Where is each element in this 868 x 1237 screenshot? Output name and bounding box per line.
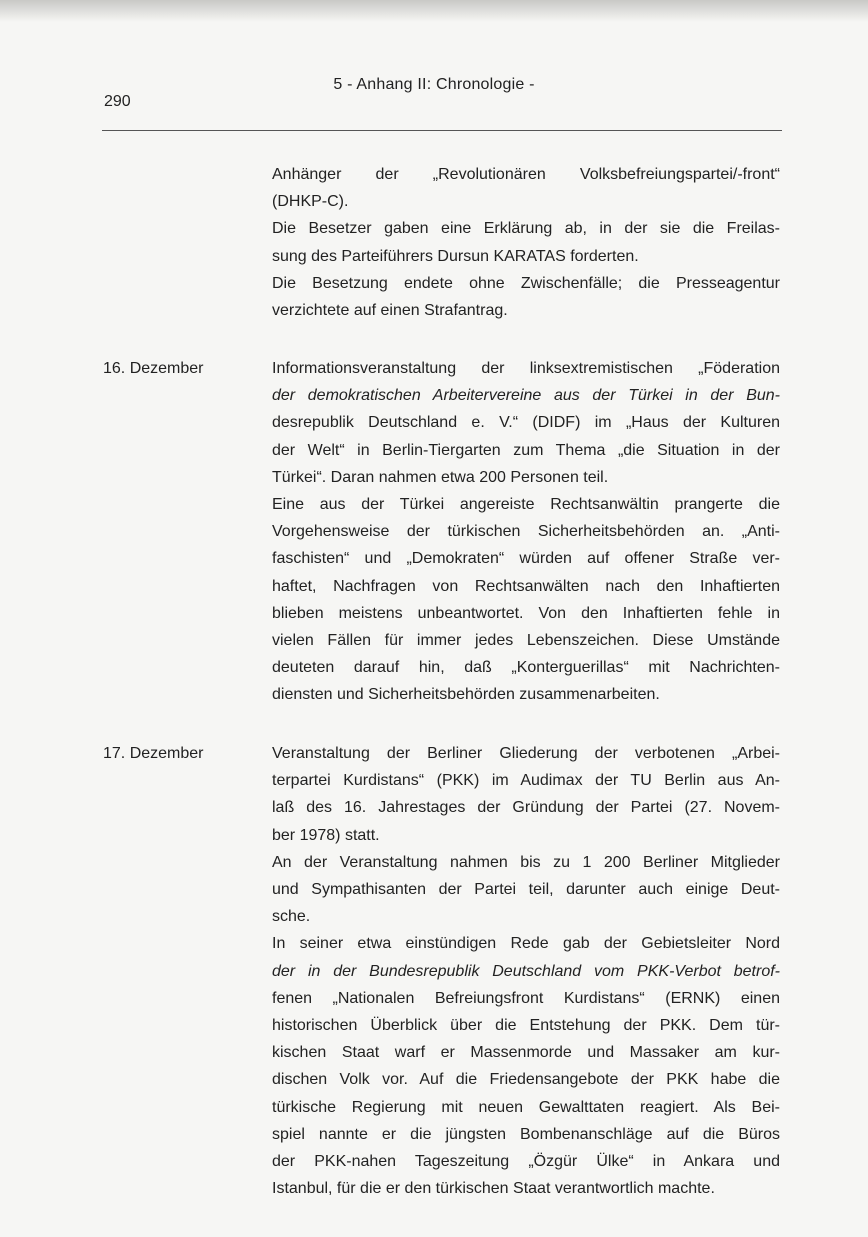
entry-text	[272, 355, 780, 709]
text-line: sung des Parteiführers Dursun KARATAS forderten.	[272, 247, 639, 265]
text-line: fenen „Nationalen Befreiungsfront Kurdistans“ (ERNK) einen	[272, 989, 780, 1007]
text-line: verzichtete auf einen Strafantrag.	[272, 302, 508, 320]
text-line: spiel nannte er die jüngsten Bombenanschläge auf die Büros	[272, 1125, 780, 1143]
running-header: 5 - Anhang II: Chronologie -	[333, 76, 535, 93]
header-rule	[102, 130, 782, 131]
text-line: laß des 16. Jahrestages der Gründung der Partei (27. Novem-	[272, 799, 780, 817]
text-line: türkische Regierung mit neuen Gewalttaten reagiert. Als Bei-	[272, 1098, 780, 1116]
text-line: vielen Fällen für immer jedes Lebenszeichen. Diese Umstände	[272, 632, 780, 650]
text-line: der Welt“ in Berlin-Tiergarten zum Thema „die Situation in der	[272, 441, 780, 459]
text-line: ber 1978) statt.	[272, 826, 380, 844]
text-line: (DHKP-C).	[272, 193, 349, 211]
text-line: der PKK-nahen Tageszeitung „Özgür Ülke“ in Ankara und	[272, 1153, 780, 1171]
text-line: der demokratischen Arbeitervereine aus der Türkei in der Bun-	[272, 387, 780, 405]
text-line: Die Besetzer gaben eine Erklärung ab, in der sie die Freilas-	[272, 220, 780, 238]
scan-edge-shadow	[0, 0, 868, 22]
entry-text	[272, 740, 780, 1202]
text-line: historischen Überblick über die Entstehung der PKK. Dem tür-	[272, 1017, 780, 1035]
text-line: Eine aus der Türkei angereiste Rechtsanwältin prangerte die	[272, 496, 780, 514]
page-number: 290	[104, 93, 131, 110]
text-line: desrepublik Deutschland e. V.“ (DIDF) im „Haus der Kulturen	[272, 414, 780, 432]
entry-date: 16. Dezember	[103, 360, 204, 377]
text-line: Informationsveranstaltung der linksextremistischen „Föderation	[272, 360, 780, 377]
entry-date: 17. Dezember	[103, 745, 204, 762]
text-line: faschisten“ und „Demokraten“ würden auf offener Straße ver-	[272, 550, 780, 568]
text-line: Türkei“. Daran nahmen etwa 200 Personen teil.	[272, 468, 609, 486]
text-line: Anhänger der „Revolutionären Volksbefreiungspartei/-front“	[272, 166, 780, 183]
text-line: terpartei Kurdistans“ (PKK) im Audimax der TU Berlin aus An-	[272, 772, 780, 790]
text-line: Vorgehensweise der türkischen Sicherheitsbehörden an. „Anti-	[272, 523, 780, 541]
text-line: der in der Bundesrepublik Deutschland vom PKK-Verbot betrof-	[272, 962, 780, 980]
text-line: blieben meistens unbeantwortet. Von den Inhaftierten fehle in	[272, 604, 780, 622]
text-line: und Sympathisanten der Partei teil, darunter auch einige Deut-	[272, 881, 780, 899]
text-line: Veranstaltung der Berliner Gliederung der verbotenen „Arbei-	[272, 745, 780, 762]
text-line: In seiner etwa einstündigen Rede gab der Gebietsleiter Nord	[272, 935, 780, 953]
text-line: kischen Staat warf er Massenmorde und Massaker am kur-	[272, 1044, 780, 1062]
entry-text	[272, 161, 780, 324]
text-line: Die Besetzung endete ohne Zwischenfälle; die Presseagentur	[272, 274, 780, 292]
text-line: dischen Volk vor. Auf die Friedensangebote der PKK habe die	[272, 1071, 780, 1089]
text-line: An der Veranstaltung nahmen bis zu 1 200 Berliner Mitglieder	[272, 853, 780, 871]
text-line: sche.	[272, 908, 311, 926]
text-line: deuteten darauf hin, daß „Konterguerillas“ mit Nachrichten-	[272, 659, 780, 677]
text-line: Istanbul, für die er den türkischen Staat verantwortlich machte.	[272, 1180, 715, 1198]
text-line: haftet, Nachfragen von Rechtsanwälten nach den Inhaftierten	[272, 577, 780, 595]
text-line: diensten und Sicherheitsbehörden zusammenarbeiten.	[272, 686, 660, 704]
